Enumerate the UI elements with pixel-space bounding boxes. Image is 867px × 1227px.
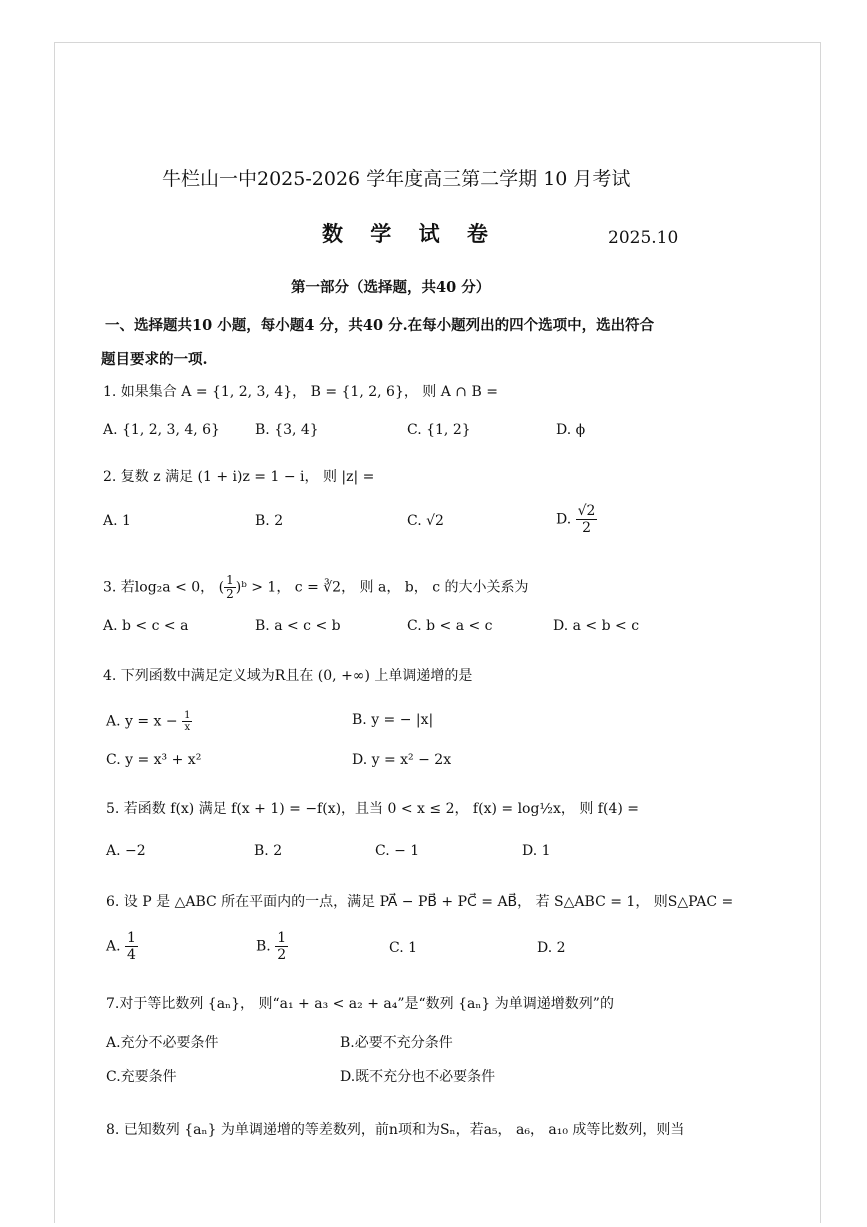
- question-1-option-d: D. ϕ: [556, 422, 586, 438]
- question-5-option-b: B. 2: [254, 843, 283, 859]
- question-3-stem: [103, 574, 528, 601]
- question-6-option-a-label: A.: [106, 938, 121, 955]
- question-4-option-a-fraction: [182, 710, 192, 733]
- question-4-option-d: D. y = x² − 2x: [352, 752, 452, 768]
- question-3-stem-end: )ᵇ > 1， c = ∛2， 则 a， b， c 的大小关系为: [235, 579, 529, 596]
- question-2-option-d-label: D.: [556, 511, 572, 528]
- exam-date: 2025.10: [608, 228, 679, 248]
- question-6-option-b-label: B.: [256, 938, 271, 955]
- fraction-denominator: 2: [582, 520, 592, 536]
- fraction-numerator: 1: [226, 573, 234, 587]
- question-6-option-a: [106, 930, 138, 963]
- question-7-option-d: D.既不充分也不必要条件: [340, 1069, 496, 1085]
- exam-title: 牛栏山一中2025-2026 学年度高三第二学期 10 月考试: [162, 168, 631, 190]
- question-4-option-a: [106, 710, 192, 733]
- question-6-option-c: C. 1: [389, 940, 418, 956]
- question-1-option-c: C. {1, 2}: [407, 422, 471, 438]
- fraction-denominator: 4: [127, 947, 136, 963]
- fraction-numerator: 1: [277, 930, 287, 946]
- question-3-option-a: A. b < c < a: [103, 618, 189, 634]
- question-7-option-c: C.充要条件: [106, 1069, 177, 1085]
- question-4-option-c: C. y = x³ + x²: [106, 752, 202, 768]
- question-2-option-c: C. √2: [407, 513, 444, 529]
- question-2-stem: 2. 复数 z 满足 (1 + i)z = 1 − i， 则 |z| =: [103, 469, 375, 485]
- fraction-numerator: √2: [577, 503, 596, 519]
- question-3-fraction: [224, 574, 236, 601]
- question-2-option-d-fraction: [576, 503, 598, 536]
- subject-heading: 数 学 试 卷: [322, 221, 498, 246]
- question-4-option-b: B. y = − |x|: [352, 712, 434, 728]
- question-1-stem: 1. 如果集合 A = {1, 2, 3, 4}， B = {1, 2, 6}， 则 A ∩ B =: [103, 384, 498, 400]
- fraction-denominator: 2: [277, 947, 287, 963]
- fraction-numerator: 1: [127, 930, 136, 946]
- instruction-line-2: 题目要求的一项.: [101, 351, 208, 368]
- question-1-option-b: B. {3, 4}: [255, 422, 319, 438]
- question-5-option-a: A. −2: [106, 843, 146, 859]
- question-5-stem: 5. 若函数 f(x) 满足 f(x + 1) = −f(x)，且当 0 < x ≤ 2， f(x) = log½x， 则 f(4) =: [106, 801, 639, 817]
- instruction-line-1: 一、选择题共10 小题，每小题4 分，共40 分.在每小题列出的四个选项中，选出符合: [105, 317, 655, 334]
- question-2-option-b: B. 2: [255, 513, 284, 529]
- question-7-stem: 7.对于等比数列 {aₙ}， 则“a₁ + a₃ < a₂ + a₄”是“数列 {aₙ} 为单调递增数列”的: [106, 996, 614, 1012]
- question-6-option-b: [256, 930, 288, 963]
- question-2-option-a: A. 1: [103, 513, 131, 529]
- part-heading: 第一部分（选择题，共40 分）: [291, 279, 491, 296]
- question-6-option-b-fraction: [275, 930, 288, 963]
- question-3-option-c: C. b < a < c: [407, 618, 493, 634]
- fraction-denominator: 2: [226, 587, 234, 601]
- question-3-stem-start: 3. 若log₂a < 0， (: [103, 579, 225, 596]
- question-3-option-b: B. a < c < b: [255, 618, 341, 634]
- question-6-stem: 6. 设 P 是 △ABC 所在平面内的一点，满足 PA⃗ − PB⃗ + PC⃗ = AB⃗， 若 S△ABC = 1， 则S△PAC =: [106, 894, 734, 910]
- question-2-option-d: [556, 503, 597, 536]
- question-5-option-d: D. 1: [522, 843, 551, 859]
- fraction-numerator: 1: [184, 710, 191, 721]
- question-1-option-a: A. {1, 2, 3, 4, 6}: [103, 422, 220, 438]
- question-4-option-a-text: A. y = x −: [106, 713, 178, 730]
- question-6-option-a-fraction: [125, 930, 138, 963]
- question-8-stem: 8. 已知数列 {aₙ} 为单调递增的等差数列，前n项和为Sₙ，若a₅， a₆， a₁₀ 成等比数列，则当: [106, 1122, 685, 1138]
- question-7-option-a: A.充分不必要条件: [106, 1035, 219, 1051]
- question-7-option-b: B.必要不充分条件: [340, 1035, 453, 1051]
- question-4-stem: 4. 下列函数中满足定义域为R且在 (0, +∞) 上单调递增的是: [103, 668, 473, 684]
- question-5-option-c: C. − 1: [375, 843, 420, 859]
- fraction-denominator: x: [184, 722, 191, 733]
- question-6-option-d: D. 2: [537, 940, 566, 956]
- question-3-option-d: D. a < b < c: [553, 618, 640, 634]
